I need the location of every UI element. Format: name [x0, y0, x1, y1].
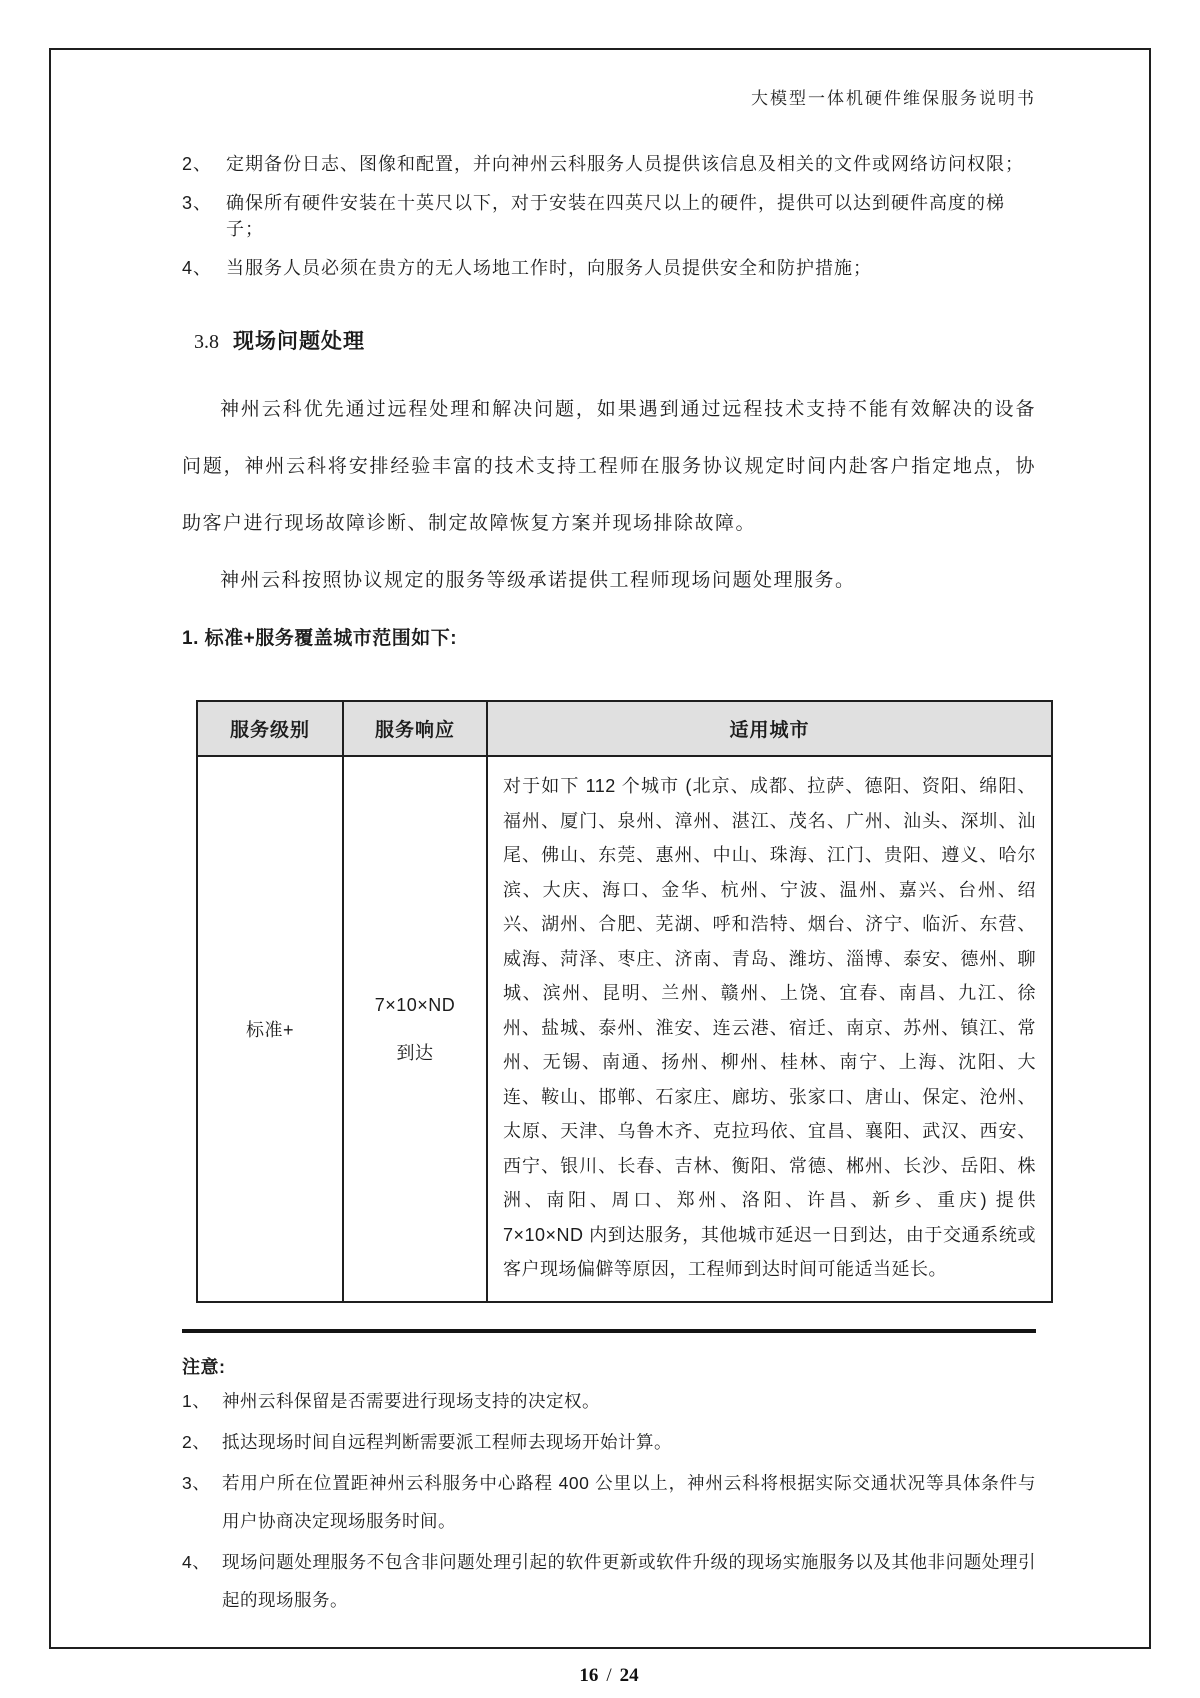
section-number: 3.8 [194, 331, 219, 353]
doc-header-title: 大模型一体机硬件维保服务说明书 [751, 89, 1036, 108]
list-item-number: 4、 [182, 258, 213, 278]
section-divider-rule [182, 1329, 1036, 1333]
note-item-number: 4、 [182, 1551, 211, 1572]
table-subtitle: 1. 标准+服务覆盖城市范围如下: [182, 628, 458, 649]
service-response-line2: 到达 [396, 1042, 434, 1063]
page-number [182, 1665, 1036, 1687]
document-page [49, 48, 1151, 1686]
list-item-text: 确保所有硬件安装在十英尺以下，对于安装在四英尺以上的硬件，提供可以达到硬件高度的梯子； [226, 193, 1005, 239]
list-item-text: 定期备份日志、图像和配置，并向神州云科服务人员提供该信息及相关的文件或网络访问权限； [226, 154, 1024, 174]
notes-label: 注意: [182, 1356, 226, 1377]
list-item-text: 当服务人员必须在贵方的无人场地工作时，向服务人员提供安全和防护措施； [226, 258, 872, 278]
table-header-row [197, 701, 1052, 756]
note-item [182, 1543, 1036, 1619]
table-row [197, 756, 1052, 1302]
cell-service-response [343, 756, 487, 1302]
list-item [182, 151, 1036, 177]
service-coverage-table [196, 700, 1053, 1303]
note-item [182, 1382, 1036, 1420]
section-heading [182, 325, 1036, 355]
note-item-text: 现场问题处理服务不包含非问题处理引起的软件更新或软件升级的现场实施服务以及其他非问题处理引起的现场服务。 [222, 1551, 1036, 1610]
list-item-number: 2、 [182, 154, 213, 174]
note-item-number: 1、 [182, 1390, 211, 1411]
cell-applicable-cities: 对于如下 112 个城市 (北京、成都、拉萨、德阳、资阳、绵阳、福州、厦门、泉州、漳州、湛江、茂名、广州、汕头、深圳、汕尾、佛山、东莞、惠州、中山、珠海、江门、贵阳、遵义、哈尔滨、大庆、海口、金华、杭州、宁波、温州、嘉兴、台州、绍兴、湖州、合肥、芜湖、呼和浩特、烟台、济宁、临沂、东营、威海、菏泽、枣庄、济南、青岛、潍坊、淄博、泰安、德州、聊城、滨州、昆明、兰州、赣州、上饶、宜春、南昌、九江、徐州、盐城、泰州、淮安、连云港、宿迁、南京、苏州、镇江、常州、无锡、南通、扬州、柳州、桂林、南宁、上海、沈阳、大连、鞍山、邯郸、石家庄、廊坊、张家口、唐山、保定、沧州、太原、天津、乌鲁木齐、克拉玛依、宜昌、襄阳、武汉、西安、西宁、银川、长春、吉林、衡阳、常德、郴州、长沙、岳阳、株洲、南阳、周口、郑州、洛阳、许昌、新乡、重庆) 提供 7×10×ND 内到达服务，其他城市延迟一日到达，由于交通系统或客户现场偏僻等原因，工程师到达时间可能适当延长。 [487, 756, 1052, 1302]
page-number-total: 24 [619, 1664, 639, 1686]
note-item-text: 抵达现场时间自远程判断需要派工程师去现场开始计算。 [222, 1431, 672, 1452]
note-item [182, 1423, 1036, 1461]
column-header-service-response: 服务响应 [343, 701, 487, 756]
service-response-line1: 7×10×ND [374, 994, 456, 1015]
column-header-service-level: 服务级别 [197, 701, 343, 756]
list-item [182, 255, 1036, 281]
section-title: 现场问题处理 [233, 330, 365, 353]
note-item-text: 若用户所在位置距神州云科服务中心路程 400 公里以上，神州云科将根据实际交通状况等具体条件与用户协商决定现场服务时间。 [222, 1472, 1036, 1531]
note-item-number: 3、 [182, 1472, 211, 1493]
note-item-number: 2、 [182, 1431, 211, 1452]
body-paragraph: 神州云科优先通过远程处理和解决问题，如果遇到通过远程技术支持不能有效解决的设备问题，神州云科将安排经验丰富的技术支持工程师在服务协议规定时间内赴客户指定地点，协助客户进行现场故障诊断、制定故障恢复方案并现场排除故障。 [182, 399, 1036, 534]
intro-list [182, 151, 1036, 281]
list-item [182, 190, 1036, 242]
page-number-current: 16 [579, 1664, 599, 1686]
column-header-applicable-cities: 适用城市 [487, 701, 1052, 756]
list-item-number: 3、 [182, 193, 213, 213]
notes-list [182, 1382, 1036, 1619]
body-paragraph: 神州云科按照协议规定的服务等级承诺提供工程师现场问题处理服务。 [220, 570, 856, 591]
cell-service-level: 标准+ [197, 756, 343, 1302]
note-item [182, 1464, 1036, 1540]
note-item-text: 神州云科保留是否需要进行现场支持的决定权。 [222, 1390, 600, 1411]
page-number-separator: / [606, 1664, 612, 1686]
